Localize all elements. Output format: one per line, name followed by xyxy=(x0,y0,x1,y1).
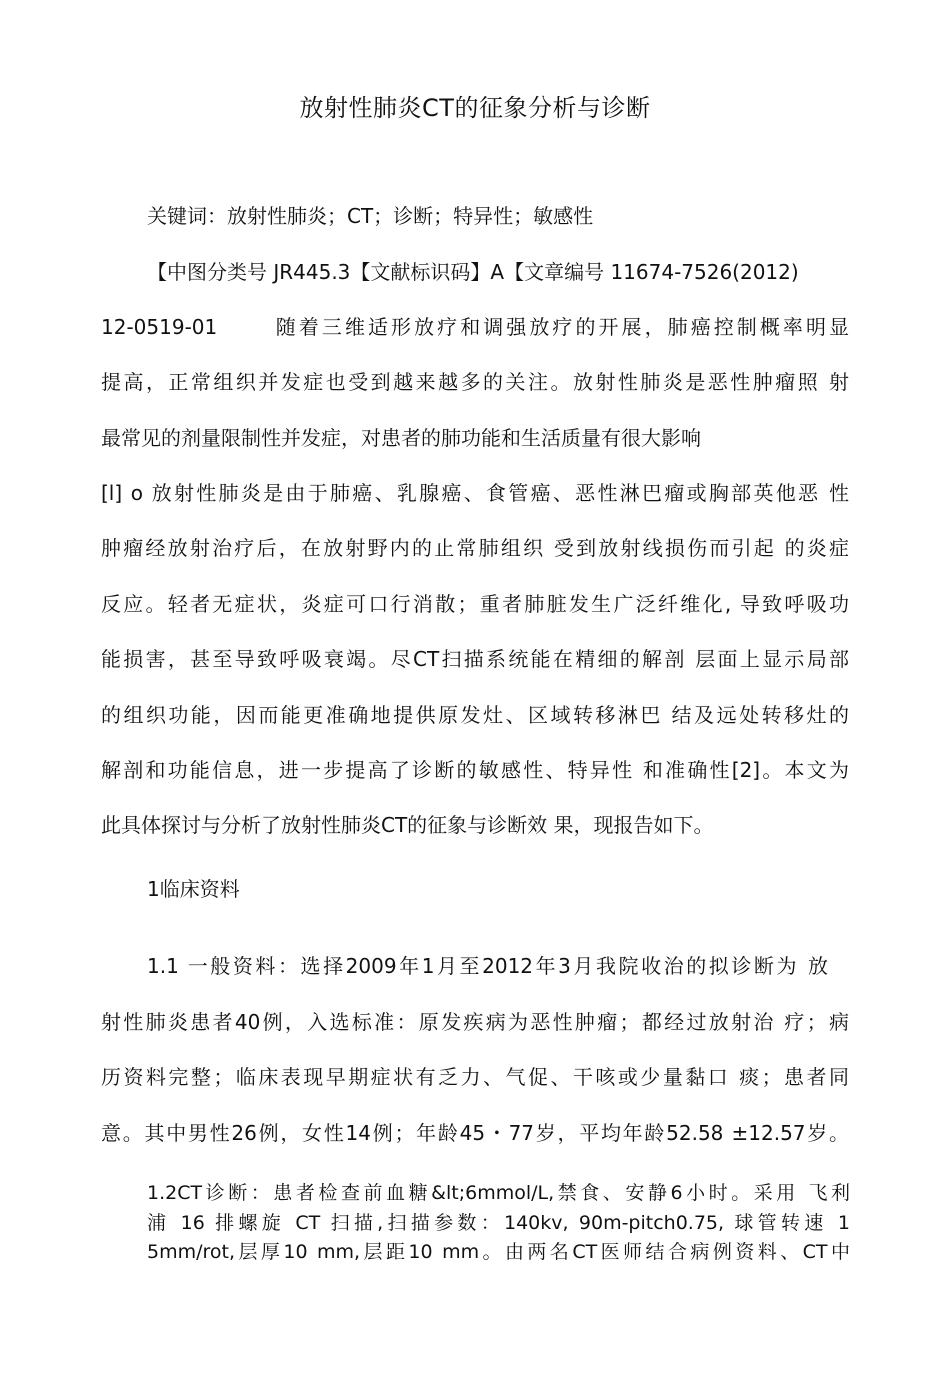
body-line: 浦 16 排螺旋 CT 扫描,扫描参数：140kv, 90m-pitch0.75, 球管转速 1 xyxy=(147,1212,850,1234)
body-line: 5mm/rot,层厚10 mm,层距10 mm。由两名CT医师结合病例资料、CT中 xyxy=(147,1241,850,1263)
keywords: 关键词：放射性肺炎；CT；诊断；特异性；敏感性 xyxy=(147,204,594,228)
page-title: 放射性肺炎CT的征象分析与诊断 xyxy=(299,94,651,122)
body-line: 最常见的剂量限制性并发症，对患者的肺功能和生活质量有很大影响 xyxy=(101,426,701,450)
body-line: 1.2CT诊断：患者检查前血糖&lt;6mmol/L,禁食、安静6小时。采用 飞利 xyxy=(147,1182,850,1204)
body-line: 此具体探讨与分析了放射性肺炎CT的征象与诊断效 果，现报告如下。 xyxy=(101,813,714,837)
body-line: 解剖和功能信息，进一步提高了诊断的敏感性、特异性 和准确性[2]。本文为 xyxy=(101,758,849,782)
body-line: 射性肺炎患者40例，入选标准：原发疾病为恶性肿瘤；都经过放射治 疗；病 xyxy=(101,1010,849,1034)
body-line: 意。其中男性26例，女性14例；年龄45・77岁，平均年龄52.58 ±12.57岁。 xyxy=(101,1121,849,1145)
body-line: 提高，正常组织并发症也受到越来越多的关注。放射性肺炎是恶性肿瘤照 射 xyxy=(101,370,849,394)
body-line: 1.1 一般资料：选择2009年1月至2012年3月我院收治的拟诊断为 放 xyxy=(147,954,828,978)
body-line: 历资料完整；临床表现早期症状有乏力、气促、干咳或少量黏口 痰；患者同 xyxy=(101,1065,849,1089)
classification-line: 【中图分类号 JR445.3【文献标识码】A【文章编号 11674-7526(2012) xyxy=(147,260,799,284)
body-line: 反应。轻者无症状，炎症可口行消散；重者肺脏发生广泛纤维化, 导致呼吸功 xyxy=(101,592,849,616)
body-line: [l] o 放射性肺炎是由于肺癌、乳腺癌、食管癌、恶性淋巴瘤或胸部英他恶 性 xyxy=(101,481,849,505)
body-line: 12-0519-01 随着三维适形放疗和调强放疗的开展，肺癌控制概率明显 xyxy=(101,315,849,339)
body-line: 肿瘤经放射治疗后，在放射野内的止常肺组织 受到放射线损伤而引起 的炎症 xyxy=(101,536,849,560)
section-heading: 1临床资料 xyxy=(147,877,240,901)
body-line: 能损害，甚至导致呼吸衰竭。尽CT扫描系统能在精细的解剖 层面上显示局部 xyxy=(101,647,849,671)
body-line: 的组织功能，因而能更准确地提供原发灶、区域转移淋巴 结及远处转移灶的 xyxy=(101,703,849,727)
